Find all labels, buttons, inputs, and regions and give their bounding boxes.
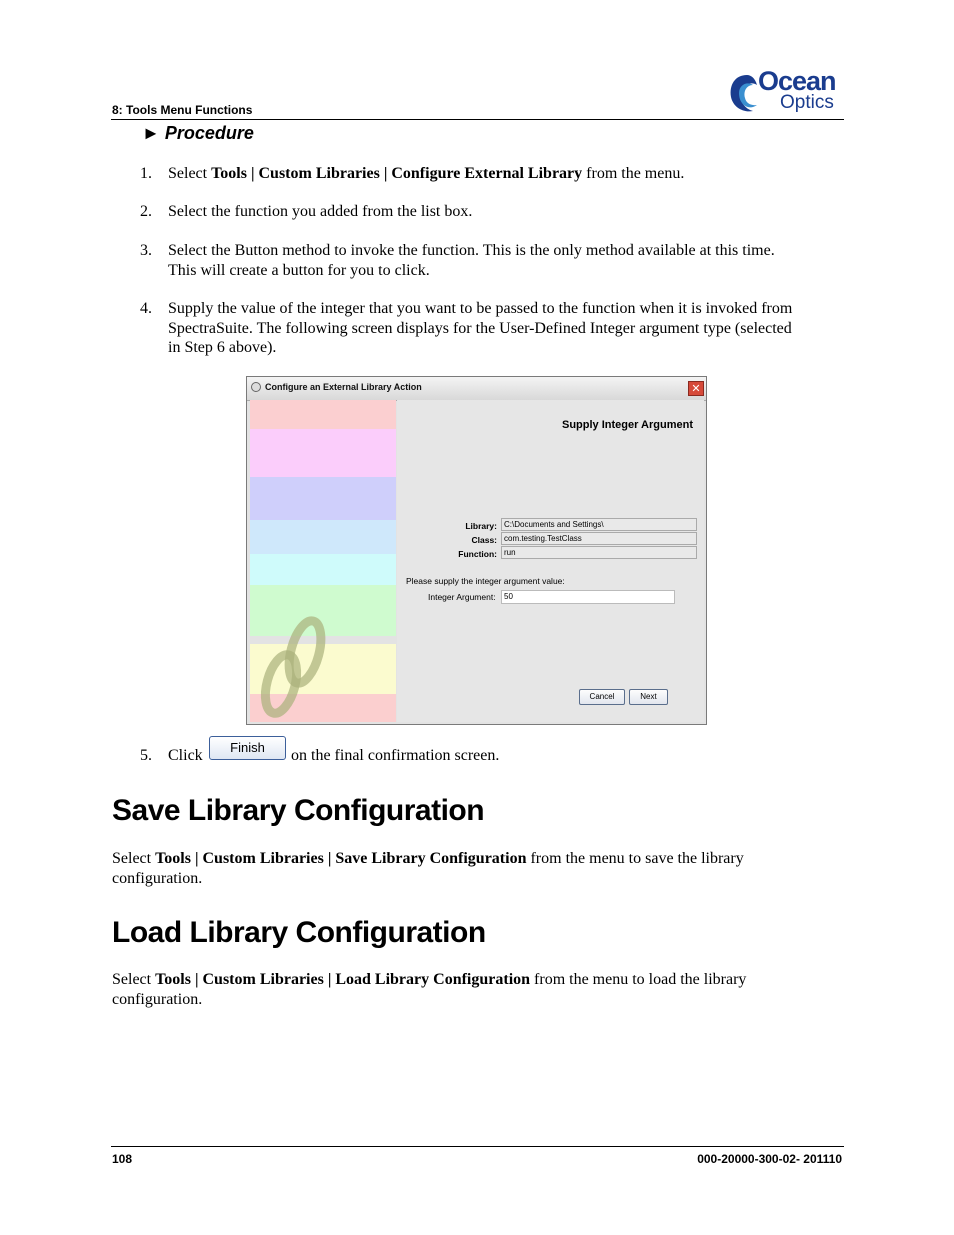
running-header: 8: Tools Menu Functions (112, 103, 253, 117)
step-text (168, 299, 848, 358)
strip-band (250, 554, 396, 585)
step-number: 4. (140, 300, 152, 317)
dialog-title: Configure an External Library Action (265, 382, 422, 392)
configure-library-dialog (246, 376, 707, 725)
strip-band (250, 477, 396, 520)
step-number: 2. (140, 203, 152, 220)
logo-word-ocean: Ocean (758, 66, 836, 96)
menu-path: Tools | Custom Libraries | Configure External Library (211, 165, 583, 182)
procedure-heading (142, 123, 254, 144)
library-field: C:\Documents and Settings\ (501, 518, 697, 531)
library-label: Library: (465, 521, 497, 531)
procedure-marker-icon: ► (142, 123, 160, 143)
body-text-post: from the menu to save the library (526, 850, 744, 867)
footer-rule (111, 1146, 844, 1147)
step-line: Supply the value of the integer that you want to be passed to the function when it is invoked from (168, 300, 793, 317)
step-text: Select the function you added from the list box. (168, 203, 473, 220)
section-body-load (112, 970, 812, 1009)
function-field: run (501, 546, 697, 559)
step-text-pre: Select (168, 165, 212, 182)
strip-band (250, 520, 396, 554)
menu-path: Tools | Custom Libraries | Load Library Configuration (155, 971, 531, 988)
step-text (168, 164, 848, 184)
body-text-pre: Select (112, 850, 156, 867)
java-app-icon (251, 382, 261, 392)
body-text-line: configuration. (112, 990, 203, 1008)
section-body-save (112, 849, 812, 888)
step-text-post: from the menu. (582, 165, 685, 182)
document-id: 000-20000-300-02- 201110 (697, 1152, 842, 1166)
section-heading-load: Load Library Configuration (112, 916, 486, 949)
wizard-watermark-icon (247, 612, 337, 722)
wizard-panel (397, 400, 704, 722)
next-button[interactable]: Next (629, 689, 668, 705)
step-text-pre: Click (168, 747, 203, 764)
step-text (168, 241, 848, 280)
step-number: 1. (140, 165, 152, 182)
logo-word-optics: Optics (780, 92, 834, 113)
page-number: 108 (112, 1152, 133, 1166)
menu-path: Tools | Custom Libraries | Save Library Configuration (155, 850, 527, 867)
step-line: in Step 6 above). (168, 339, 277, 356)
header-rule (111, 119, 844, 120)
body-text-pre: Select (112, 971, 156, 988)
body-text-post: from the menu to load the library (530, 971, 747, 988)
step-line: SpectraSuite. The following screen displays for the User-Defined Integer argument type (selected (168, 319, 792, 337)
class-label: Class: (471, 535, 497, 545)
close-icon[interactable]: ✕ (688, 381, 704, 396)
strip-band (250, 400, 396, 429)
step-line: This will create a button for you to click. (168, 261, 430, 279)
panel-title: Supply Integer Argument (562, 419, 693, 431)
integer-prompt: Please supply the integer argument value: (406, 576, 565, 586)
procedure-label: Procedure (164, 123, 254, 143)
strip-band (250, 429, 396, 477)
step-line: Select the Button method to invoke the function. This is the only method available at this time. (168, 242, 775, 259)
step-number: 3. (140, 242, 152, 259)
step-number: 5. (140, 747, 152, 764)
section-heading-save: Save Library Configuration (112, 794, 485, 827)
cancel-button[interactable]: Cancel (579, 689, 625, 705)
integer-argument-label: Integer Argument: (428, 592, 496, 602)
body-text-line: configuration. (112, 869, 203, 887)
integer-argument-input[interactable]: 50 (501, 590, 675, 604)
function-label: Function: (458, 549, 497, 559)
finish-button[interactable]: Finish (209, 736, 286, 760)
step-text-post: on the final confirmation screen. (291, 747, 500, 764)
dialog-titlebar (247, 377, 706, 401)
class-field: com.testing.TestClass (501, 532, 697, 545)
